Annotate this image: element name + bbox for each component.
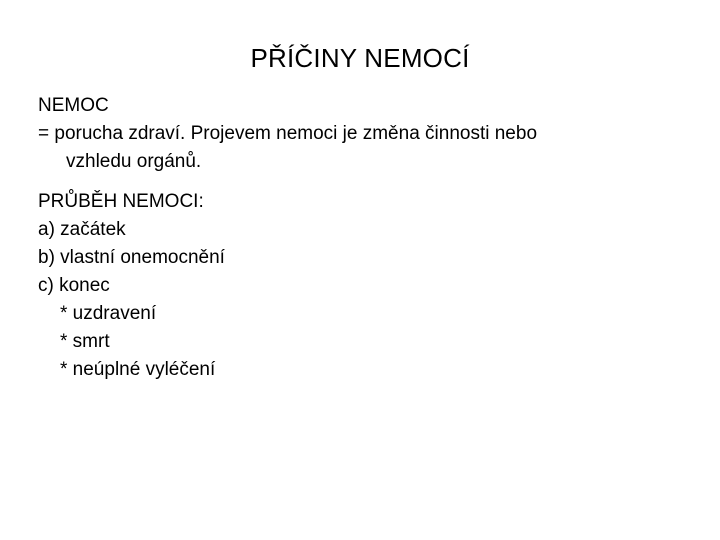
stage-list [38,216,678,300]
stage-item-illness: b) vlastní onemocnění [38,247,225,268]
outcome-item-death: * smrt [60,331,110,352]
slide-content [38,92,678,384]
outcome-item-recovery: * uzdravení [60,303,157,324]
stage-item-start: a) začátek [38,219,126,240]
definition-term: NEMOC [38,95,109,116]
outcome-list [38,300,678,384]
slide-title: PŘÍČINY NEMOCÍ [250,43,470,73]
stage-item-end: c) konec [38,275,110,296]
course-heading: PRŮBĚH NEMOCI: [38,191,204,212]
definition-text-line-2: vzhledu orgánů. [66,151,202,172]
definition-text-line-1: = porucha zdraví. Projevem nemoci je změna činnosti nebo [38,123,538,144]
block-spacer [38,176,678,188]
outcome-item-partial-cure: * neúplné vyléčení [60,359,216,380]
